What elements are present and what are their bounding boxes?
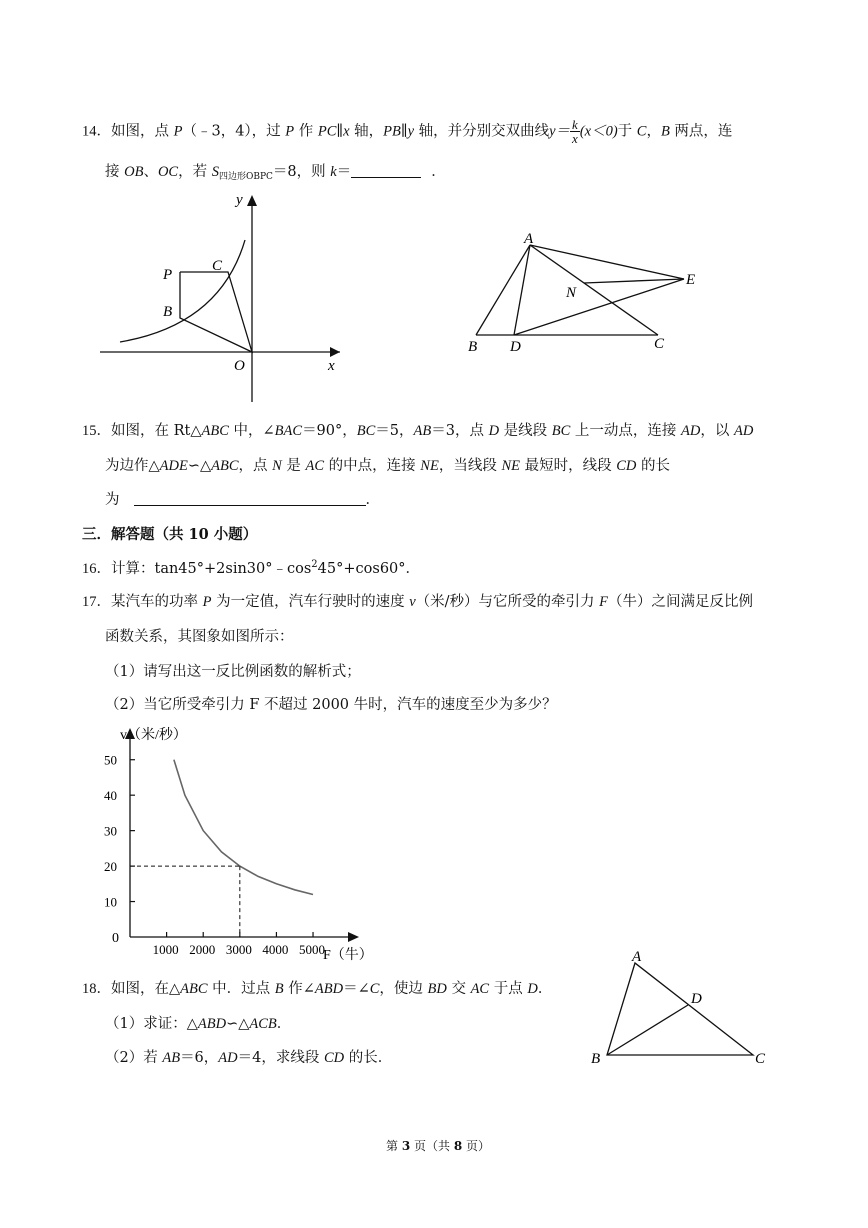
label-c: C bbox=[654, 336, 665, 352]
hyperbola-curve bbox=[120, 240, 245, 342]
label-b: B bbox=[591, 1051, 601, 1067]
chart-x-label: F（牛） bbox=[323, 948, 373, 962]
y-tick-label: 20 bbox=[104, 859, 117, 875]
answer-blank-15[interactable] bbox=[134, 491, 366, 506]
q17-part-1: （1）请写出这一反比例函数的解析式； bbox=[105, 664, 361, 680]
y-tick-label: 40 bbox=[104, 788, 117, 804]
q16-line: 16．计算：$\tan 45^\circ+2\sin 30^\circ﹣\cos^245^\circ+\cos 60^\circ$． bbox=[82, 559, 421, 577]
quadrilateral-obpc bbox=[180, 272, 252, 352]
figure-q14-hyperbola bbox=[100, 190, 350, 405]
chart-y-label: v（米/秒） bbox=[120, 728, 187, 743]
label-p: P bbox=[163, 267, 173, 283]
label-x: x bbox=[328, 358, 335, 374]
q17-line-2: 函数关系，其图象如图所示： bbox=[105, 629, 294, 645]
label-c: C bbox=[212, 258, 223, 274]
q15-line-3: 为 ． bbox=[105, 492, 380, 508]
label-o: O bbox=[234, 358, 245, 374]
x-tick-label: 3000 bbox=[225, 942, 252, 957]
q14-line-1: 14．如图，点 P（﹣3，4），过 P 作 PC∥x 轴，PB∥y 轴，并分别交双曲线y＝ $\frac{k}{x}$ (x＜0)于 C，B 两点，连 bbox=[82, 117, 733, 146]
page-footer: 第 3 页（共 8 页） bbox=[386, 1139, 491, 1153]
fraction-k-over-x: $\frac{k}{x}$ bbox=[572, 117, 578, 146]
q18-line-1: 18．如图，在△ABC 中．过点 B 作∠ABD＝∠C，使边 BD 交 AC 于点 D． bbox=[82, 981, 553, 997]
chart-x-axis-arrow bbox=[348, 932, 359, 942]
answer-blank-14[interactable] bbox=[351, 163, 421, 178]
label-a: A bbox=[632, 949, 642, 965]
q18-part-1: （1）求证：△ABD∽△ACB． bbox=[105, 1016, 292, 1032]
label-d: D bbox=[510, 339, 521, 355]
series-curve bbox=[174, 760, 313, 895]
y-tick-label: 50 bbox=[104, 752, 117, 768]
label-a: A bbox=[524, 231, 534, 247]
segment-bd bbox=[607, 1005, 688, 1055]
figure-q17-chart bbox=[95, 722, 385, 962]
label-c: C bbox=[755, 1051, 766, 1067]
y-tick-label: 10 bbox=[104, 894, 117, 910]
section-heading: 三．解答题（共 10 小题） bbox=[82, 526, 258, 543]
x-tick-label: 5000 bbox=[299, 942, 326, 957]
x-tick-label: 1000 bbox=[152, 942, 179, 957]
chart-origin-label: 0 bbox=[112, 931, 119, 946]
segment-de bbox=[514, 279, 684, 335]
label-y: y bbox=[236, 192, 243, 208]
q17-line-1: 17．某汽车的功率 P 为一定值，汽车行驶时的速度 v（米/秒）与它所受的牵引力 F（牛）之间满足反比例 bbox=[82, 594, 753, 610]
label-b: B bbox=[468, 339, 478, 355]
x-tick-label: 2000 bbox=[189, 942, 216, 957]
figure-q18-triangle bbox=[585, 945, 775, 1075]
label-e: E bbox=[686, 272, 696, 288]
x-tick-label: 4000 bbox=[262, 942, 289, 957]
y-axis-arrow bbox=[247, 195, 257, 206]
q17-part-2: （2）当它所受牵引力 F 不超过 2000 牛时，汽车的速度至少为多少？ bbox=[105, 697, 557, 713]
q15-line-2: 为边作△ADE∽△ABC，点 N 是 AC 的中点，连接 NE，当线段 NE 最短时，线段 CD 的长 bbox=[105, 458, 670, 474]
label-n: N bbox=[566, 285, 577, 301]
segment-ne bbox=[584, 279, 684, 283]
q14-line-2: 接 OB、OC，若 $S_{四边形OBPC}=8$，则 k＝ ． bbox=[105, 164, 446, 182]
figure-q15-triangles bbox=[460, 225, 710, 360]
label-d: D bbox=[691, 991, 702, 1007]
q18-part-2: （2）若 AB＝6，AD＝4，求线段 CD 的长． bbox=[105, 1050, 393, 1066]
y-tick-label: 30 bbox=[104, 823, 117, 839]
q15-line-1: 15．如图，在 Rt△ABC 中，∠BAC＝90°，BC＝5，AB＝3，点 D 是线段 BC 上一动点，连接 AD，以 AD bbox=[82, 423, 754, 439]
x-axis-arrow bbox=[330, 347, 340, 357]
label-b: B bbox=[163, 304, 173, 320]
